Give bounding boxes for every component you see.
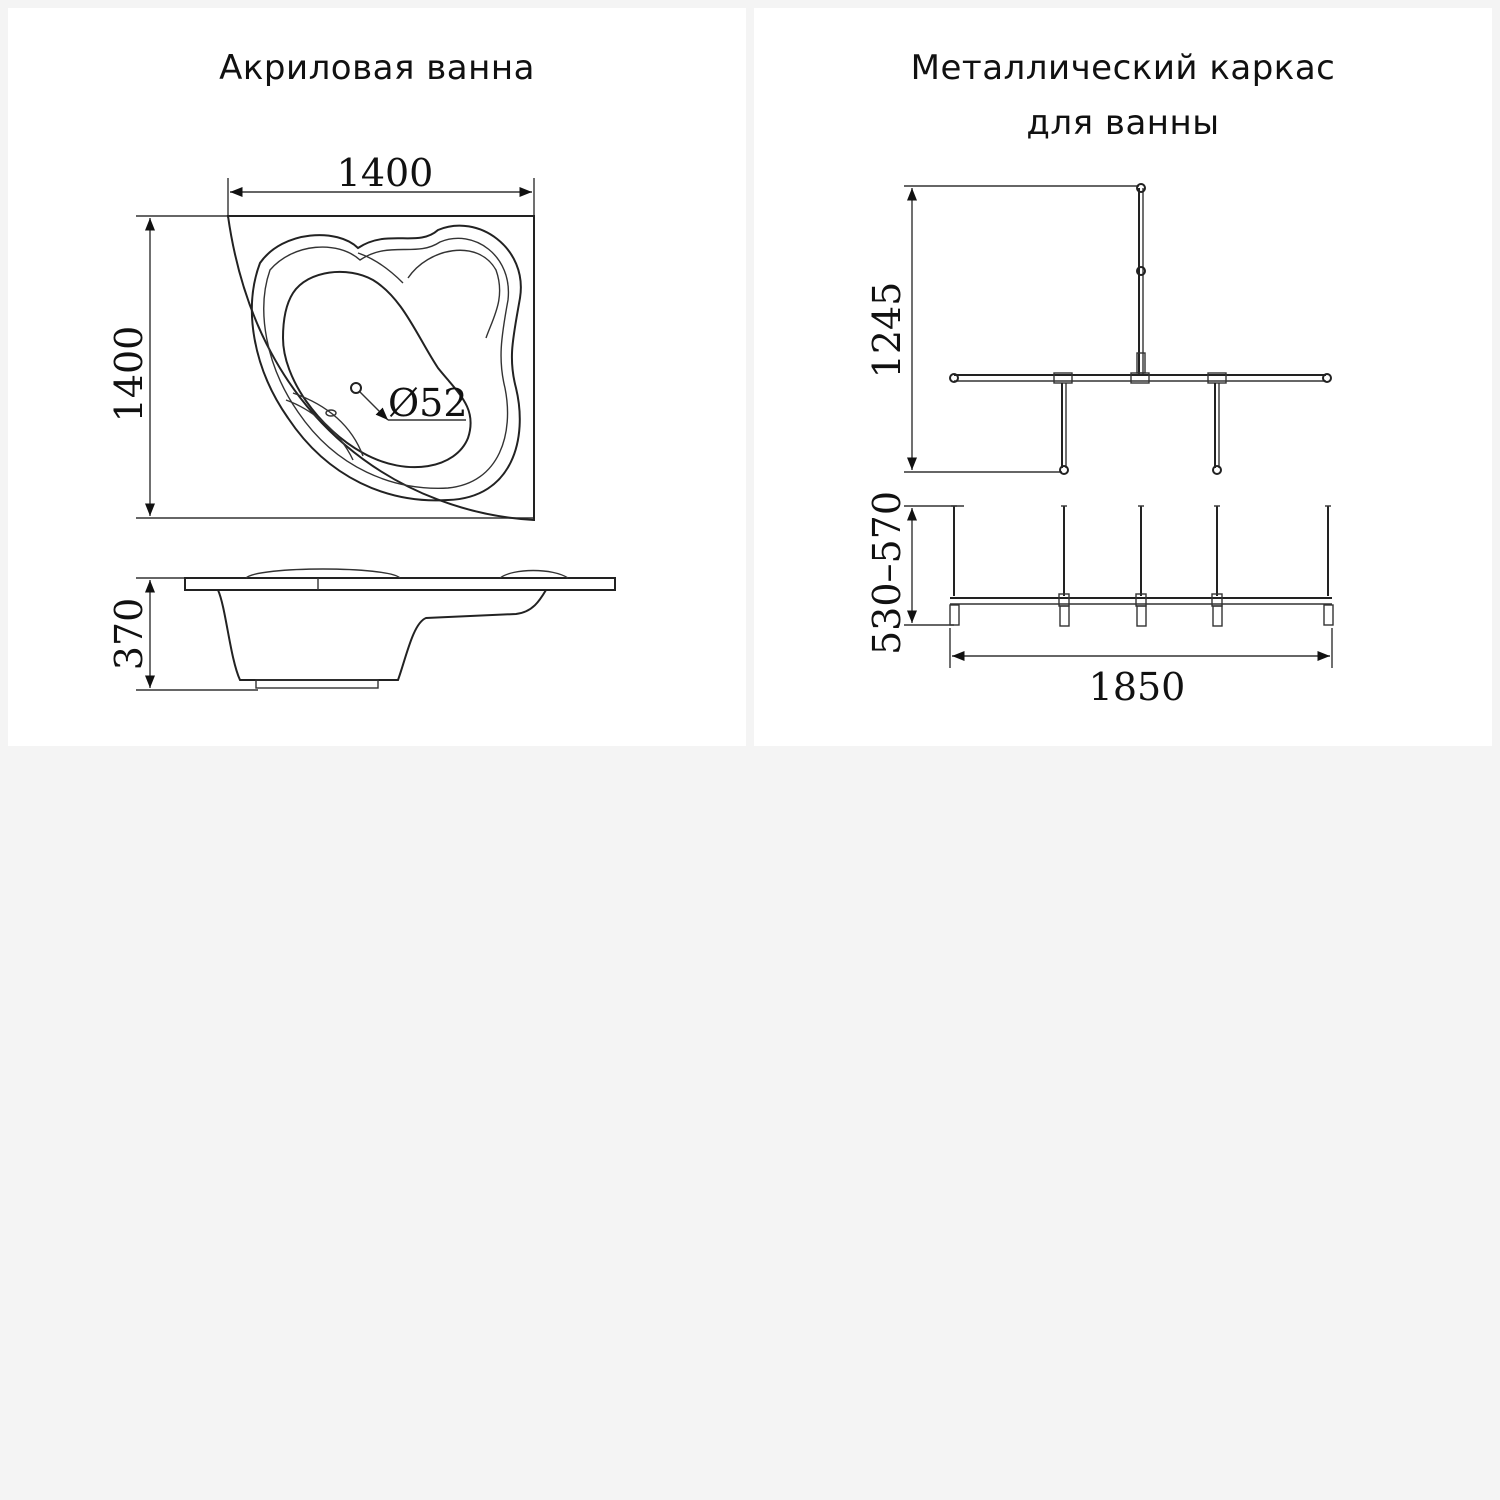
bath-title: Акриловая ванна — [219, 48, 535, 88]
bath-drawing — [8, 8, 746, 746]
bath-side-view — [107, 569, 615, 690]
frame-length-label: 1850 — [1088, 665, 1186, 709]
frame-drawing — [754, 8, 1492, 746]
frame-side-view — [865, 491, 1333, 709]
frame-title-line1: Металлический каркас — [910, 48, 1336, 88]
upright — [1212, 506, 1222, 626]
width-label: 1400 — [336, 151, 434, 195]
frame-top-view — [865, 184, 1331, 474]
drain-label: Ø52 — [388, 381, 468, 425]
upright — [1136, 506, 1146, 626]
bath-panel — [8, 8, 746, 746]
width-dimension — [228, 151, 534, 218]
upright — [950, 506, 959, 625]
frame-height-label: 530–570 — [865, 490, 909, 656]
depth-dimension — [107, 216, 534, 518]
bath-top-view — [228, 216, 534, 520]
upright — [1324, 506, 1333, 625]
frame-depth-label: 1245 — [865, 281, 909, 379]
height-label: 370 — [107, 597, 151, 671]
frame-panel — [754, 8, 1492, 746]
upright — [1059, 506, 1069, 626]
frame-title-line2: для ванны — [1026, 103, 1220, 143]
depth-label: 1400 — [107, 325, 151, 423]
